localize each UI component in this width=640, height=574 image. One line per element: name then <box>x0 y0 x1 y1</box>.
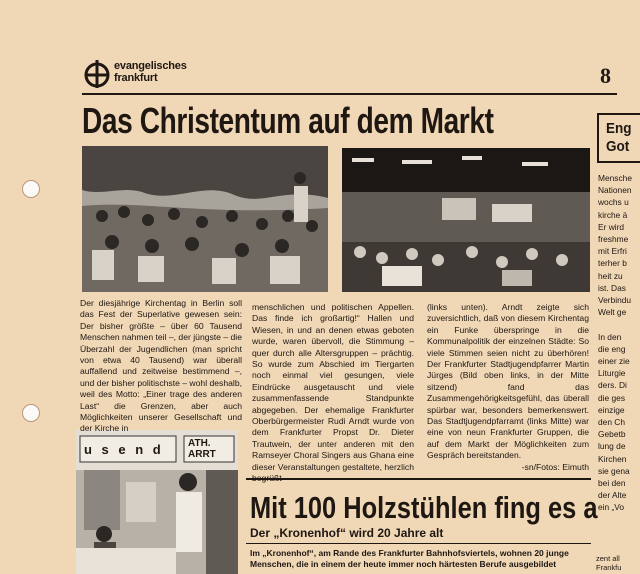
column-text: Der diesjährige Kirchentag in Berlin soll das Fest der Superlative gewesen sein: Der bisher größte – über 60 Tausend Menschen nahmen teil –, der jüngste – die Überzahl der Jugendlichen (man spricht von etwa 40 Tausend) war überall auffallend und zeitweise bestimmend –, und der bisher politischste – wohl deshalb, weil des Motto: „Einer trage des anderen Last“ die Grenzen, aber auch Möglichkeiten unserer Gesellschaft und der Kirche in <box>80 298 242 434</box>
sidebar-line: bei den <box>598 478 626 489</box>
sidebar-line: Gebetb <box>598 429 626 440</box>
binder-hole <box>22 180 40 198</box>
sidebar-line: terher b <box>598 258 627 269</box>
sidebar-line: mit Erfri <box>598 246 627 257</box>
column-text: (links unten). Arndt zeigte sich zuversichtlich, daß von diesem Kirchentag ein Funke überspringe in die Kommunalpolitik der einzelnen Städte: So viele Stimmen seien nicht zu überhören! Der Frankfurter Stadtjugendpfarrer Martin Jürges (Bild oben links, in der Mitte sitzend) fand das Zusammengehörigkeitsgefühl, das überall spürbar war, besonders bemerkenswert. Das Stadtjugendpfarramt (links Mitte) war eine von neun Frankfurter Gruppen, die auf dem Markt der Möglichkeiten zum Gespräch bereitstanden. <box>427 302 589 461</box>
column-text: menschlichen und politischen Appellen. Das finde ich großartig!“ Hallen und Wiesen, in und an denen etwas geboten wurde, waren übervoll, die Stimmung – quer durch alle Altersgruppen – prächtig. So wurde zum Abschied im Tiergarten noch einmal viel gesungen, viele Eindrücke ausgetauscht und viele zusammenfassende Standpunkte abgegeben. Der ehemalige Frankfurter Oberbürgermeister Rudi Arndt wurde von dem Frankfurter Propst Dr. Dieter Trautwein, der unter anderen mit den Ramseyer Choral Singers aus Ghana eine dieser Veranstaltungen gestaltete, herzlich <box>252 302 414 472</box>
sidebar-line: wochs u <box>598 197 629 208</box>
sidebar-line: Nationen <box>598 185 632 196</box>
sidebar-line: freshme <box>598 234 629 245</box>
sidebar-line: Er wird <box>598 221 625 232</box>
page-number: 8 <box>600 63 611 88</box>
sidebar-line: einzige <box>598 404 625 415</box>
sidebar-line: lung de <box>598 441 626 452</box>
sidebar-line: Liturgie <box>598 368 626 379</box>
crowd-photo-tiergarten <box>82 146 328 292</box>
logo-line-1: evangelisches <box>114 60 187 72</box>
sidebar-line: heit zu <box>598 270 623 281</box>
sidebar-headline-line-1: Eng <box>606 120 632 137</box>
subhead-rule <box>246 543 591 544</box>
sidebar-bottom-line-1: zent all <box>596 554 620 563</box>
sidebar-column <box>598 172 640 514</box>
publication-logo <box>82 58 192 98</box>
sidebar-headline <box>606 120 632 156</box>
sidebar-line: den Ch <box>598 417 626 428</box>
sidebar-line: In den <box>598 331 622 342</box>
sidebar-line: ders. Di <box>598 380 627 391</box>
sidebar-bottom-line-2: Frankfu <box>596 563 622 572</box>
booth-photo <box>76 430 238 574</box>
sidebar-line: Mensche <box>598 173 632 183</box>
section-rule <box>246 478 591 480</box>
article-column-3 <box>427 302 589 473</box>
photo-credit: -sn/Fotos: Eimuth <box>521 461 589 472</box>
sidebar-line: ein „Vo <box>598 502 625 513</box>
article-column-2 <box>252 302 414 485</box>
market-hall-photo <box>342 148 590 292</box>
logo-line-2: frankfurt <box>114 72 158 84</box>
booth-sign-left: u s e n d <box>84 442 164 457</box>
sidebar-bottom <box>596 554 640 572</box>
booth-sign-right: ATH. ARRT <box>188 438 216 460</box>
cross-logo-icon <box>82 58 114 90</box>
binder-hole <box>22 404 40 422</box>
sidebar-line: die ges <box>598 392 626 403</box>
sidebar-line: Verbindu <box>598 295 632 306</box>
sidebar-line: Welt ge <box>598 307 627 318</box>
sidebar-line: kirche ä <box>598 209 628 220</box>
sidebar-line: sie gena <box>598 465 630 476</box>
article2-headline: Mit 100 Holzstühlen fing es a <box>250 490 598 525</box>
sidebar-line: einer zie <box>598 356 630 367</box>
article-headline: Das Christentum auf dem Markt <box>82 100 494 141</box>
masthead-rule <box>82 93 617 95</box>
sidebar-line <box>598 318 640 330</box>
sidebar-line: ist. Das <box>598 282 626 293</box>
sidebar-line: der Alte <box>598 490 627 501</box>
article2-subhead: Der „Kronenhof“ wird 20 Jahre alt <box>250 526 444 540</box>
sidebar-headline-line-2: Got <box>606 138 630 155</box>
article-column-1 <box>80 298 242 435</box>
article2-lead: Im „Kronenhof“, am Rande des Frankfurter Bahnhofsviertels, wohnen 20 junge Menschen, die in einem der heute immer noch härtesten Berufe ausgebildet <box>250 548 569 569</box>
sidebar-line: Kirchen <box>598 453 627 464</box>
sidebar-line: die eng <box>598 343 626 354</box>
